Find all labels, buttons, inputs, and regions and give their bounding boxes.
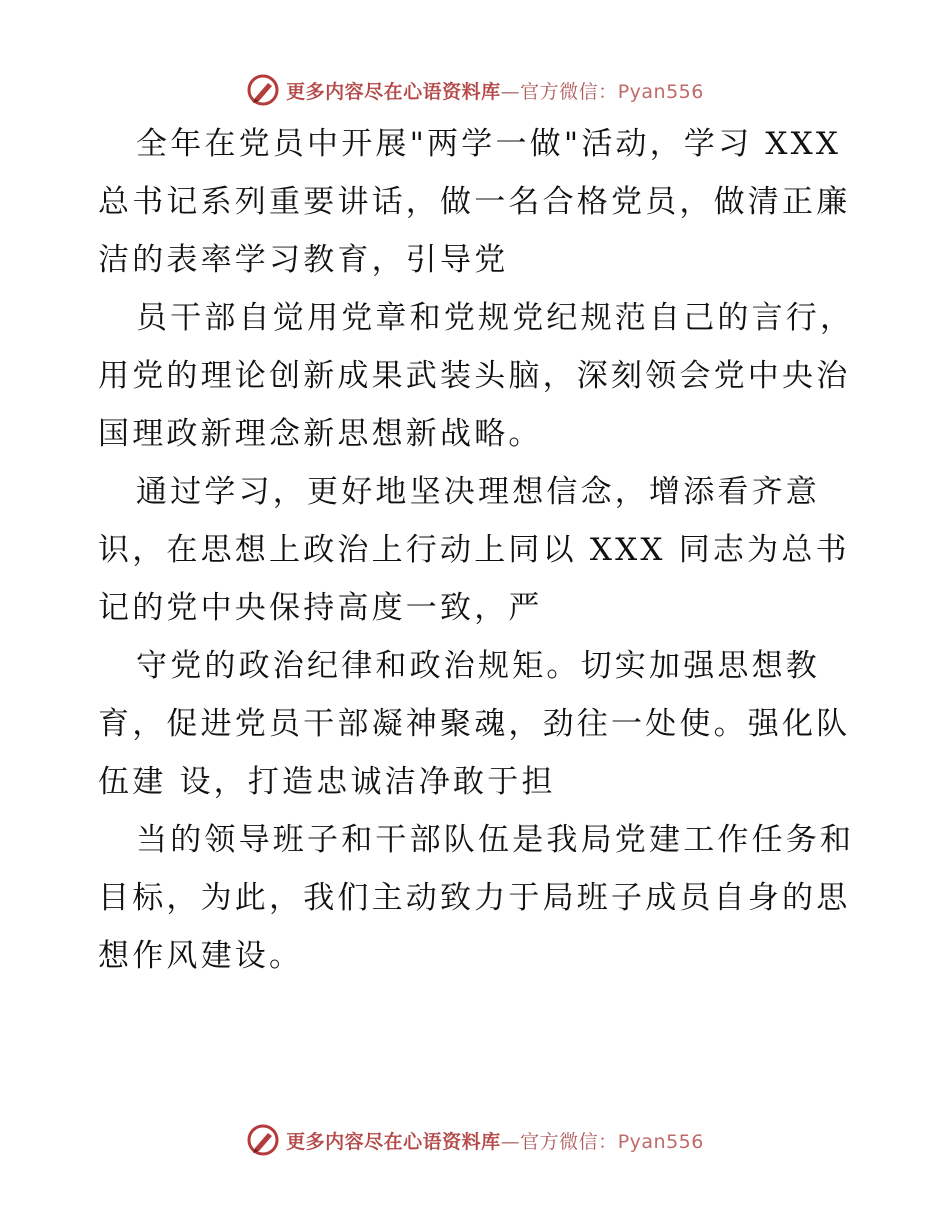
paragraph-1: 全年在党员中开展"两学一做"活动，学习 XXX 总书记系列重要讲话，做一名合格党员，做清正廉洁的表率学习教育，引导党 — [98, 126, 855, 278]
header-banner-text — [286, 77, 704, 104]
pen-logo-icon — [246, 1123, 280, 1157]
paragraph-2: 员干部自觉用党章和党规党纪规范自己的言行，用党的理论创新成果武装头脑，深刻领会党中央治国理政新理念新思想新战略。 — [98, 300, 855, 452]
footer-brand: 更多内容尽在心语资料库 — [286, 1130, 501, 1153]
header-brand: 更多内容尽在心语资料库 — [286, 80, 501, 103]
document-body — [98, 115, 858, 985]
paragraph-5: 当的领导班子和干部队伍是我局党建工作任务和目标，为此，我们主动致力于局班子成员自身的思想作风建设。 — [98, 822, 855, 974]
footer-wechat-id: Pyan556 — [617, 1130, 704, 1153]
footer-banner — [0, 1120, 950, 1160]
header-wechat-label: 官方微信： — [520, 80, 618, 103]
header-banner — [0, 70, 950, 110]
header-dash: — — [500, 80, 521, 103]
pen-logo-icon — [246, 73, 280, 107]
header-wechat-id: Pyan556 — [617, 80, 704, 103]
footer-dash: — — [500, 1130, 521, 1153]
footer-wechat-label: 官方微信： — [520, 1130, 618, 1153]
paragraph-4: 守党的政治纪律和政治规矩。切实加强思想教育，促进党员干部凝神聚魂，劲往一处使。强化队伍建 设，打造忠诚洁净敢于担 — [98, 648, 851, 800]
paragraph-3: 通过学习，更好地坚决理想信念，增添看齐意识，在思想上政治上行动上同以 XXX 同志为总书记的党中央保持高度一致，严 — [98, 474, 850, 626]
footer-banner-text — [286, 1127, 704, 1154]
